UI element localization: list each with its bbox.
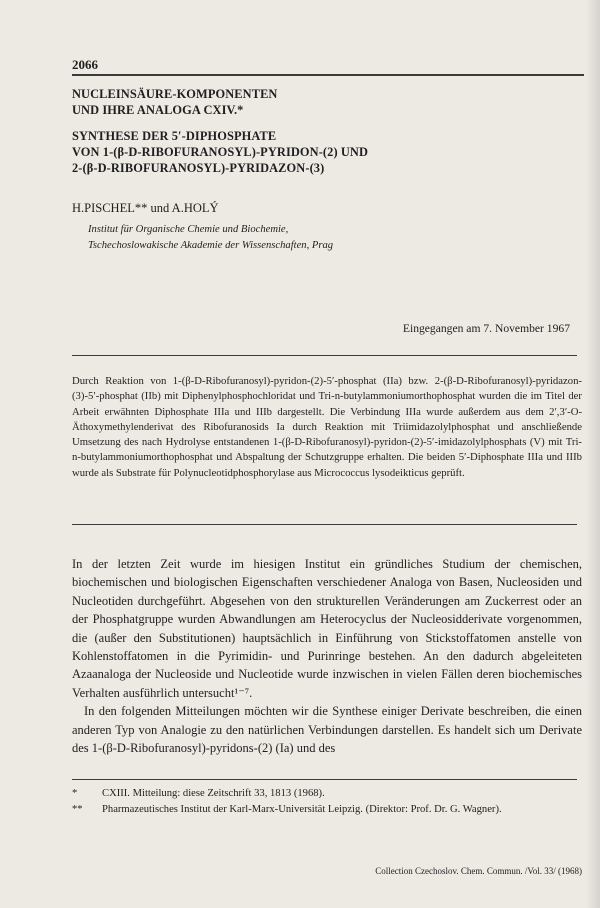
abstract-bottom-rule	[72, 524, 577, 525]
abstract: Durch Reaktion von 1-(β-D-Ribofuranosyl)-pyridon-(2)-5′-phosphat (IIa) bzw. 2-(β-D-Ribofuranosyl)-pyridazon-(3)-5′-phosphat (IIb) mit Diphenylphosphochloridat und Tri-n-butylammoniumorthophosphat wurden die im Titel der Arbeit erwähnten Diphosphate IIIa und IIIb dargestellt. Die Verbindung IIIa wurde außerdem aus dem 2′,3′-O-Äthoxymethylenderivat des Ribofuranosids Ia durch Reaktion mit Triimidazolylphosphat und anschließende Umsetzung des nach Hydrolyse entstandenen 1-(β-D-Ribofuranosyl)-pyridon-(2)-5′-imidazolylphosphats (V) mit Tri-n-butylammoniumorthophosphat und Abspaltung der Schutzgruppe erhalten. Die beiden 5′-Diphosphate IIIa und IIIb wurde als Substrate für Polynucleotidphosphorylase aus Micrococcus lysodeikticus geprüft.	[72, 375, 582, 479]
body-paragraph-1: In der letzten Zeit wurde im hiesigen Institut ein gründliches Studium der chemischen, biochemischen und biologischen Eigenschaften verschiedener Analoga von Basen, Nucleosiden und Nucleotiden durchgeführt. Abgesehen von den strukturellen Veränderungen am Zuckerrest oder an der Phosphatgruppe wurden Abwandlungen am Heterocyclus der Nucleosidderivate vorgenommen, die (außer den Substitutionen) hauptsächlich in Einführung von Stickstoffatomen anstelle von Kohlenstoffatomen in die Pyrimidin- und Purinringe bestehen. An den dadurch abgeleiteten Azaanaloga der Nucleoside und Nucleotide wurde inzwischen in vielen Fällen deren biochemisches Verhalten ausführlich untersucht¹⁻⁷.	[72, 557, 582, 700]
affiliation-line-1: Institut für Organische Chemie und Biochemie,	[88, 224, 289, 235]
page-number: 2066	[72, 57, 98, 72]
footnote-text: CXIII. Mitteilung: diese Zeitschrift 33, 1813 (1968).	[102, 788, 325, 799]
affiliation-line-2: Tschechoslowakische Akademie der Wissenschaften, Prag	[88, 240, 334, 251]
title-line-4: VON 1-(β-D-RIBOFURANOSYL)-PYRIDON-(2) UND	[72, 145, 369, 159]
footnote-text: Pharmazeutisches Institut der Karl-Marx-Universität Leipzig. (Direktor: Prof. Dr. G. Wagner).	[102, 804, 502, 815]
body-text	[72, 555, 582, 757]
received-date: Eingegangen am 7. November 1967	[402, 322, 570, 335]
footnote-mark: **	[72, 804, 83, 815]
footnotes	[72, 786, 582, 818]
title-line-3: SYNTHESE DER 5′-DIPHOSPHATE	[72, 129, 277, 143]
authors: H.PISCHEL** und A.HOLÝ	[72, 201, 219, 215]
body-paragraph-2: In den folgenden Mitteilungen möchten wir die Synthese einiger Derivate beschreiben, die einen anderen Typ von Analogie zu den natürlichen Verbindungen darstellen. Es handelt sich um Derivate des 1-(β-D-Ribofuranosyl)-pyridons-(2) (Ia) und des	[72, 704, 582, 756]
footnote-mark: *	[72, 788, 78, 799]
title-line-1: NUCLEINSÄURE-KOMPONENTEN	[72, 87, 278, 101]
title-line-5: 2-(β-D-RIBOFURANOSYL)-PYRIDAZON-(3)	[72, 161, 325, 175]
footnote	[72, 802, 582, 818]
footnote-rule	[72, 779, 577, 780]
affiliation	[88, 222, 548, 254]
header-rule	[72, 74, 584, 76]
footnote	[72, 786, 582, 802]
article-title	[72, 86, 532, 176]
journal-footer: Collection Czechoslov. Chem. Commun. /Vol. 33/ (1968)	[375, 866, 582, 876]
abstract-top-rule	[72, 355, 577, 356]
page-edge-shadow	[586, 0, 600, 908]
title-line-2: UND IHRE ANALOGA CXIV.*	[72, 103, 244, 117]
